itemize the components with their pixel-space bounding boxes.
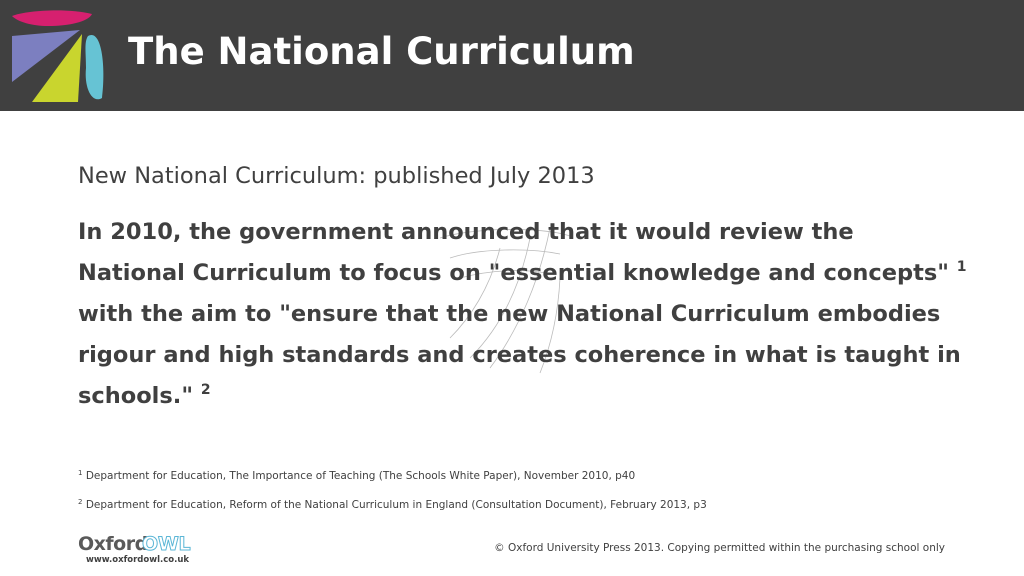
oxford-owl-feather-logo-icon xyxy=(8,8,108,106)
paragraph-text-part-1: In 2010, the government announced that it would review the National Curriculum to focus on "essential knowledge and concepts" xyxy=(78,219,957,286)
footnote-marker: 2 xyxy=(78,498,83,506)
footnote-text: Department for Education, The Importance of Teaching (The Schools White Paper), November 2010, p40 xyxy=(85,470,636,482)
footnote-1 xyxy=(78,470,635,482)
page-title: The National Curriculum xyxy=(128,30,635,73)
footnote-ref-2: 2 xyxy=(200,382,211,398)
copyright-notice: © Oxford University Press 2013. Copying permitted within the purchasing school only xyxy=(494,542,945,554)
footnote-marker: 1 xyxy=(78,469,83,477)
brand-url: www.oxfordowl.co.uk xyxy=(86,555,190,565)
main-paragraph xyxy=(78,212,968,417)
footnote-2 xyxy=(78,499,707,511)
slide-header xyxy=(0,0,1024,111)
paragraph-text-part-2: with the aim to "ensure that the new National Curriculum embodies rigour and high standards and creates coherence in what is taught in schools." xyxy=(78,301,961,409)
brand-owl-text: OWL xyxy=(142,533,191,555)
section-subtitle: New National Curriculum: published July 2013 xyxy=(78,163,595,189)
brand-oxford-text: Oxford xyxy=(78,533,148,555)
footnote-ref-1: 1 xyxy=(956,259,967,275)
footnote-text: Department for Education, Reform of the National Curriculum in England (Consultation Document), February 2013, p3 xyxy=(85,499,707,511)
oxford-owl-brand-logo xyxy=(78,533,198,569)
